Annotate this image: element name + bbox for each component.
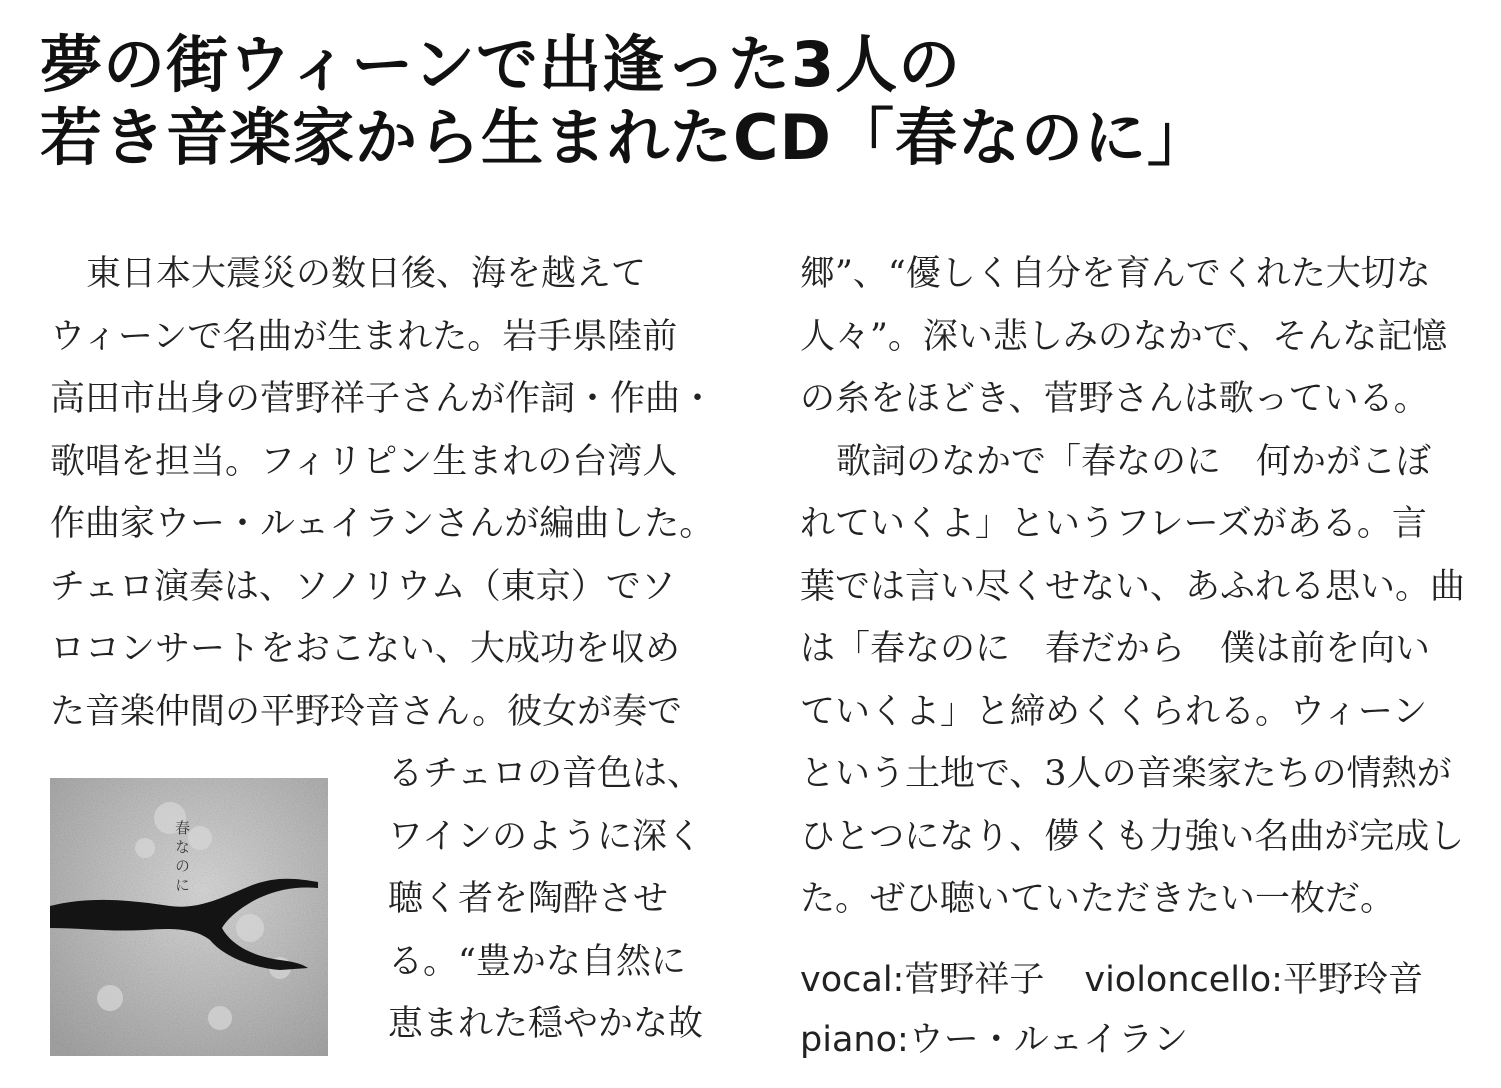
credits-line-2 (800, 1010, 1480, 1070)
body-line: 恵まれた穏やかな故 (388, 1004, 704, 1044)
body-line: チェロ演奏は、ソノリウム（東京）でソ (50, 566, 676, 607)
body-line: 歌唱を担当。フィリピン生まれの台湾人 (50, 441, 678, 482)
headline-line-2: 若き音楽家から生まれたCD「春なのに」 (40, 101, 1210, 174)
body-line: ていくよ」と締めくくられる。ウィーン (800, 691, 1428, 732)
body-line: 聴く者を陶酔させ (388, 879, 669, 919)
piano-name: ウー・ルェイラン (908, 1020, 1189, 1060)
body-line: 作曲家ウー・ルェイランさんが編曲した。 (50, 504, 715, 544)
body-line: ロコンサートをおこない、大成功を収め (50, 629, 681, 669)
article-right-column (800, 243, 1466, 931)
paragraph (800, 243, 1460, 431)
body-line: 郷”、“優しく自分を育んでくれた大切な (800, 254, 1431, 294)
paragraph (800, 431, 1466, 931)
article-wrap-column (388, 743, 708, 1056)
vocal-name: 菅野祥子 (904, 960, 1045, 1000)
credits-line-1 (800, 950, 1480, 1010)
body-line: 葉では言い尽くせない、あふれる思い。曲 (800, 566, 1466, 607)
headline (40, 28, 1480, 174)
body-line: 高田市出身の菅野祥子さんが作詞・作曲・ (50, 379, 716, 419)
credits (800, 950, 1480, 1070)
body-line: は「春なのに 春だから 僕は前を向い (800, 629, 1431, 669)
piano-label: piano: (800, 1020, 909, 1060)
body-line: の糸をほどき、菅野さんは歌っている。 (800, 379, 1429, 419)
cello-label: violoncello: (1084, 960, 1283, 1000)
body-line: ウィーンで名曲が生まれた。岩手県陸前 (50, 316, 678, 357)
headline-line-1: 夢の街ウィーンで出逢った3人の (40, 28, 962, 101)
body-line: ひとつになり、儚くも力強い名曲が完成し (800, 816, 1465, 857)
cd-jacket-artwork (50, 778, 328, 1056)
article-left-column (50, 243, 716, 743)
body-line: 人々”。深い悲しみのなかで、そんな記憶 (800, 316, 1448, 357)
vocal-label: vocal: (800, 960, 905, 1000)
cd-jacket-title: 春なのに (173, 820, 191, 896)
cd-jacket-image (50, 778, 328, 1056)
body-line: ワインのように深く (388, 816, 702, 857)
body-line: た。ぜひ聴いていただきたい一枚だ。 (800, 879, 1396, 919)
body-line: という土地で、3人の音楽家たちの情熱が (800, 754, 1452, 794)
body-line: た音楽仲間の平野玲音さん。彼女が奏で (50, 691, 683, 732)
cello-name: 平野玲音 (1282, 960, 1423, 1000)
body-line: るチェロの音色は、 (388, 754, 702, 794)
body-line: る。“豊かな自然に (388, 941, 686, 982)
body-line: 歌詞のなかで「春なのに 何かがこぼ (836, 441, 1432, 482)
body-line: れていくよ」というフレーズがある。言 (800, 504, 1427, 544)
body-line: 東日本大震災の数日後、海を越えて (86, 254, 647, 294)
